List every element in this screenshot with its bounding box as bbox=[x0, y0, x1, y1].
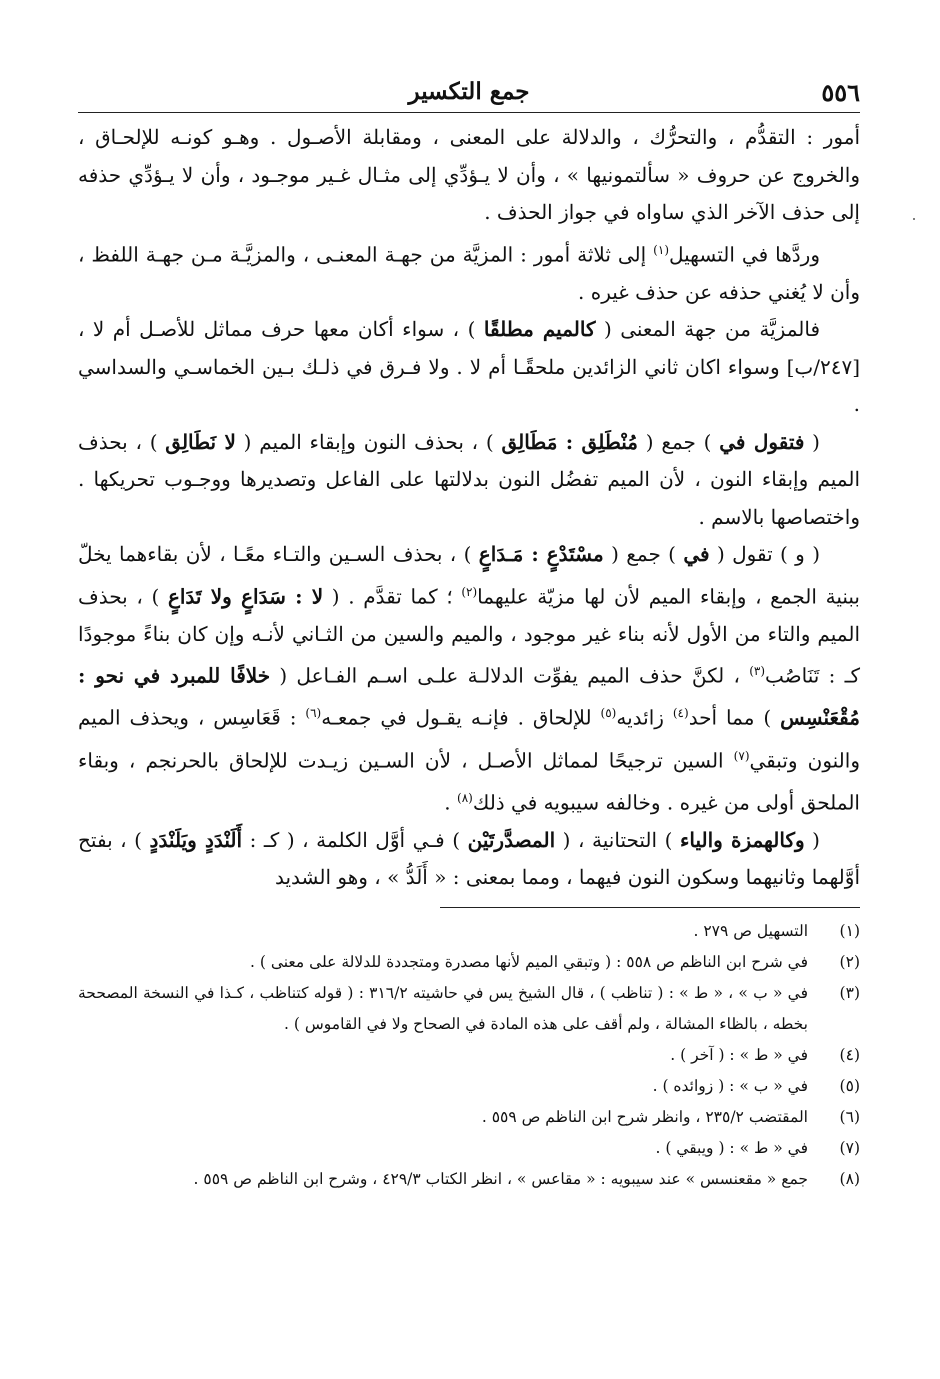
bold-term: خلافًا للمبرد في نحو : مُقْعَنْسِس bbox=[78, 663, 860, 731]
footnote-number: (٣) bbox=[839, 983, 860, 1002]
text-run: ) التحتانية ، ( bbox=[555, 827, 680, 852]
footnote-divider bbox=[440, 907, 860, 908]
scan-speck bbox=[913, 218, 915, 220]
footnote-ref-5[interactable]: (٥) bbox=[600, 706, 617, 721]
bold-term: لا نَطَالِق bbox=[165, 429, 236, 454]
text-run: ) ، بفتح أوَّلهما وثانيهما وسكون النون فيهما ، ومما بمعنى : « أَلَدُّ » ، وهو الشديد bbox=[78, 827, 860, 890]
footnote-ref-7[interactable]: (٧) bbox=[733, 748, 750, 763]
paragraph-1: أمور : التقدُّم ، والتحرُّك ، والدلالة على المعنى ، ومقابلة الأصـول . وهـو كونـه للإلحـاق ، والخروج عن حروف « سألتمونيها » ، وأن لا يـؤدِّي إلى مثـال غـير موجـود ، وأن لا يـؤدِّي حذفه إلى حذف الآخر الذي ساواه في جواز الحذف . bbox=[78, 125, 860, 224]
page-header bbox=[78, 78, 860, 113]
footnote-text: في « ب » ، « ط » : ( تناظب ) ، قال الشيخ يس في حاشيته ٣١٦/٢ : ( قوله كتناظب ، كـذا في النسخة المصححة بخطه ، بالظاء المشالة ، ولم أقف على هذه المادة في الصحاح ولا في القاموس ) . bbox=[78, 983, 808, 1033]
text-run: إلى ثلاثة أمور : المزيَّة من جهـة المعنـى ، والمزيَّـة مـن جهـة اللفظ ، وأن لا يُغني حذفه عن حذف غيره . bbox=[78, 242, 860, 304]
footnote-text: في « ب » : ( زوائده ) . bbox=[652, 1076, 808, 1095]
main-text bbox=[78, 119, 860, 897]
text-run: . bbox=[444, 790, 458, 815]
book-page bbox=[78, 78, 860, 1195]
footnote-number: (٦) bbox=[839, 1107, 860, 1126]
text-run: ، لكنَّ حذف الميم يفوِّت الدلالـة علـى اسـم الفـاعل ( bbox=[270, 663, 750, 688]
paragraph-2 bbox=[78, 232, 860, 312]
text-run: السين ترجيحًا لمماثل الأصـل ، لأن السـين زيـدت للإلحاق بالحرنجم ، وبقاء الملحق أولى من غيره . وخالفه سيبويه في ذلك bbox=[78, 748, 860, 815]
paragraph-6 bbox=[78, 822, 860, 897]
footnote-ref-4[interactable]: (٤) bbox=[672, 706, 689, 721]
text-run: ) ، بحذف الميم وإبقاء النون ، لأن الميم تفضُل النون بدلالتها على الفاعل وتصديرها ووجـوب تحريكها . واختصاصها بالاسم . bbox=[78, 429, 860, 529]
footnote-text: جمع « مقعنسس » عند سيبويه : « مقاعس » ، انظر الكتاب ٤٢٩/٣ ، وشرح ابن الناظم ص ٥٥٩ . bbox=[193, 1169, 808, 1188]
footnote-number: (١) bbox=[839, 921, 860, 940]
footnote-text: المقتضب ٢٣٥/٢ ، وانظر شرح ابن الناظم ص ٥٥٩ . bbox=[481, 1107, 808, 1126]
footnote-text: التسهيل ص ٢٧٩ . bbox=[693, 921, 808, 940]
text-run: ) ، سواء أكان معها حرف مماثل للأصـل أم لا ، [٢٤٧/ب] وسواء اكان ثاني الزائدين ملحقًـا أم لا . ولا فـرق في ذلـك بـين الخماسـي والسداسي . bbox=[78, 317, 860, 417]
bold-term: في bbox=[683, 542, 710, 567]
footnote-item bbox=[78, 1133, 860, 1164]
footnote-number: (٧) bbox=[839, 1138, 860, 1157]
text-run: ( bbox=[804, 827, 820, 852]
footnote-item bbox=[78, 1040, 860, 1071]
text-run: ) فـي أوَّل الكلمة ، ( كـ : bbox=[242, 827, 468, 852]
footnote-ref-8[interactable]: (٨) bbox=[457, 790, 473, 805]
bold-term: مسْتَدْعٍ : مَـدَاعٍ bbox=[478, 542, 604, 567]
footnote-item bbox=[78, 1071, 860, 1102]
text-run: ) مما أحد bbox=[688, 706, 781, 731]
text-run: ( و ) تقول ( bbox=[709, 542, 821, 567]
bold-term: أَلَنْدَدٍ ويَلَنْدَدٍ bbox=[149, 827, 243, 852]
text-run: ) ، بحذف الميم والتاء من الأول لأنه بناء غير موجود ، والميم والسين من الثـاني لأنـه وإن كان بناءً موجودًا كـ : تَنَاصُب bbox=[78, 584, 861, 688]
footnote-text: في « ط » : ( ويبقي ) . bbox=[655, 1138, 808, 1157]
page-number: ٥٥٦ bbox=[821, 78, 860, 107]
footnote-ref-1[interactable]: (١) bbox=[653, 242, 669, 257]
footnote-number: (٨) bbox=[839, 1169, 860, 1188]
footnote-ref-6[interactable]: (٦) bbox=[305, 706, 322, 721]
bold-term: لا : سَدَاعٍ ولا تَدَاعٍ bbox=[167, 584, 324, 609]
text-run: ) جمع ( bbox=[603, 542, 684, 567]
footnotes bbox=[78, 916, 860, 1195]
footnote-number: (٤) bbox=[839, 1045, 860, 1064]
paragraph-4 bbox=[78, 424, 860, 537]
running-title: جمع التكسير bbox=[408, 78, 530, 105]
text-run: ؛ كما تقدَّم . ( bbox=[323, 584, 462, 609]
text-run: ) ، بحذف السـين والتـاء معًـا ، لأن بقاءهما يخلّ ببنية الجمع ، وإبقاء الميم لأن لها مزيّة عليهما bbox=[78, 542, 860, 609]
bold-term: كالميم مطلقًا bbox=[483, 317, 596, 342]
bold-term: وكالهمزة والياء bbox=[679, 827, 805, 852]
footnote-number: (٥) bbox=[839, 1076, 860, 1095]
footnote-item bbox=[78, 1164, 860, 1195]
text-run: فالمزيَّة من جهة المعنى ( bbox=[595, 317, 821, 342]
footnote-number: (٢) bbox=[839, 952, 860, 971]
footnote-ref-2[interactable]: (٢) bbox=[461, 584, 478, 599]
footnote-item bbox=[78, 1102, 860, 1133]
footnote-item bbox=[78, 916, 860, 947]
text-run: ) جمع ( bbox=[638, 429, 720, 454]
footnote-item bbox=[78, 947, 860, 978]
text-run: زائديه bbox=[616, 706, 673, 731]
footnote-item bbox=[78, 978, 860, 1040]
text-run: للإلحاق . فإنـه يقـول في جمعـه bbox=[321, 706, 601, 731]
text-run: ( bbox=[804, 429, 820, 454]
paragraph-3 bbox=[78, 311, 860, 424]
paragraph-5 bbox=[78, 536, 860, 822]
text-run: : قَعَاسِس ، ويحذف الميم والنون وتبقي bbox=[78, 706, 860, 773]
bold-term: فتقول في bbox=[719, 429, 805, 454]
footnote-ref-3[interactable]: (٣) bbox=[749, 664, 766, 679]
text-run: ) ، بحذف النون وإبقاء الميم ( bbox=[235, 429, 502, 454]
footnote-text: في شرح ابن الناظم ص ٥٥٨ : ( وتبقي الميم لأنها مصدرة ومتجددة للدلالة على معنى ) . bbox=[250, 952, 808, 971]
footnote-text: في « ط » : ( آخر ) . bbox=[670, 1045, 808, 1064]
bold-term: مُنْطَلِق : مَطَالِق bbox=[501, 429, 638, 454]
text-run: وردَّها في التسهيل bbox=[669, 242, 820, 267]
bold-term: المصدَّرتَيْن bbox=[467, 827, 556, 852]
